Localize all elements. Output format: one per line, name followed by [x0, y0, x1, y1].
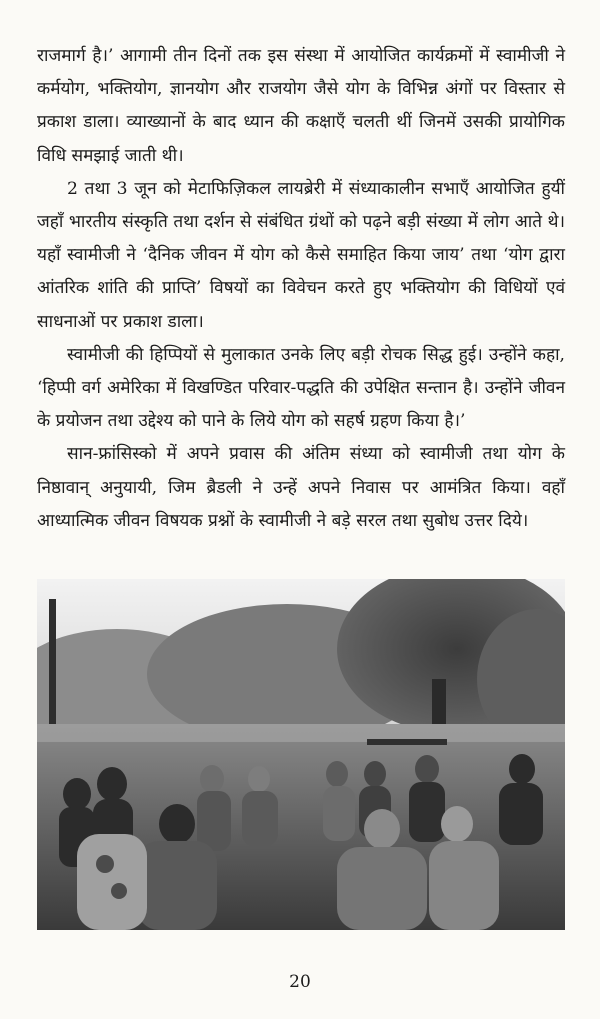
group-meditation-photo [37, 579, 565, 930]
paragraph-3: स्वामीजी की हिप्पियों से मुलाकात उनके लिए बड़ी रोचक सिद्ध हुई। उन्होंने कहा, ‘हिप्पी वर्ग अमेरिका में विखण्डित परिवार-पद्धति की उपेक्षित सन्तान है। उन्होंने जीवन के प्रयोजन तथा उद्देश्य को पाने के लिये योग को सहर्ष ग्रहण किया है।’ [37, 344, 565, 432]
paragraph-2: 2 तथा 3 जून को मेटाफिज़िकल लायब्रेरी में संध्याकालीन सभाएँ आयोजित हुयीं जहाँ भारतीय संस्कृति तथा दर्शन से संबंधित ग्रंथों को पढ़ने बड़ी संख्या में लोग आते थे। यहाँ स्वामीजी ने ‘दैनिक जीवन में योग को कैसे समाहित किया जाय’ तथा ‘योग द्वारा आंतरिक शांति की प्राप्ति’ विषयों का विवेचन करते हुए भक्तियोग की विधियों एवं साधनाओं पर प्रकाश डाला। [37, 178, 565, 332]
page-number: 20 [289, 972, 311, 992]
paragraph-4: सान-फ्रांसिस्को में अपने प्रवास की अंतिम संध्या को स्वामीजी तथा योग के निष्ठावान् अनुयायी, जिम ब्रैडली ने उन्हें अपने निवास पर आमंत्रित किया। वहाँ आध्यात्मिक जीवन विषयक प्रश्नों के स्वामीजी ने बड़े सरल तथा सुबोध उत्तर दिये। [37, 444, 565, 531]
paragraph-1: राजमार्ग है।’ आगामी तीन दिनों तक इस संस्था में आयोजित कार्यक्रमों में स्वामीजी ने कर्मयोग, भक्तियोग, ज्ञानयोग और राजयोग जैसे योग के विभिन्न अंगों पर विस्तार से प्रकाश डाला। व्याख्यानों के बाद ध्यान की कक्षाएँ चलती थीं जिनमें उसकी प्रायोगिक विधि समझाई जाती थी। [37, 46, 565, 166]
photo-illustration [37, 579, 565, 930]
body-text [37, 40, 565, 538]
